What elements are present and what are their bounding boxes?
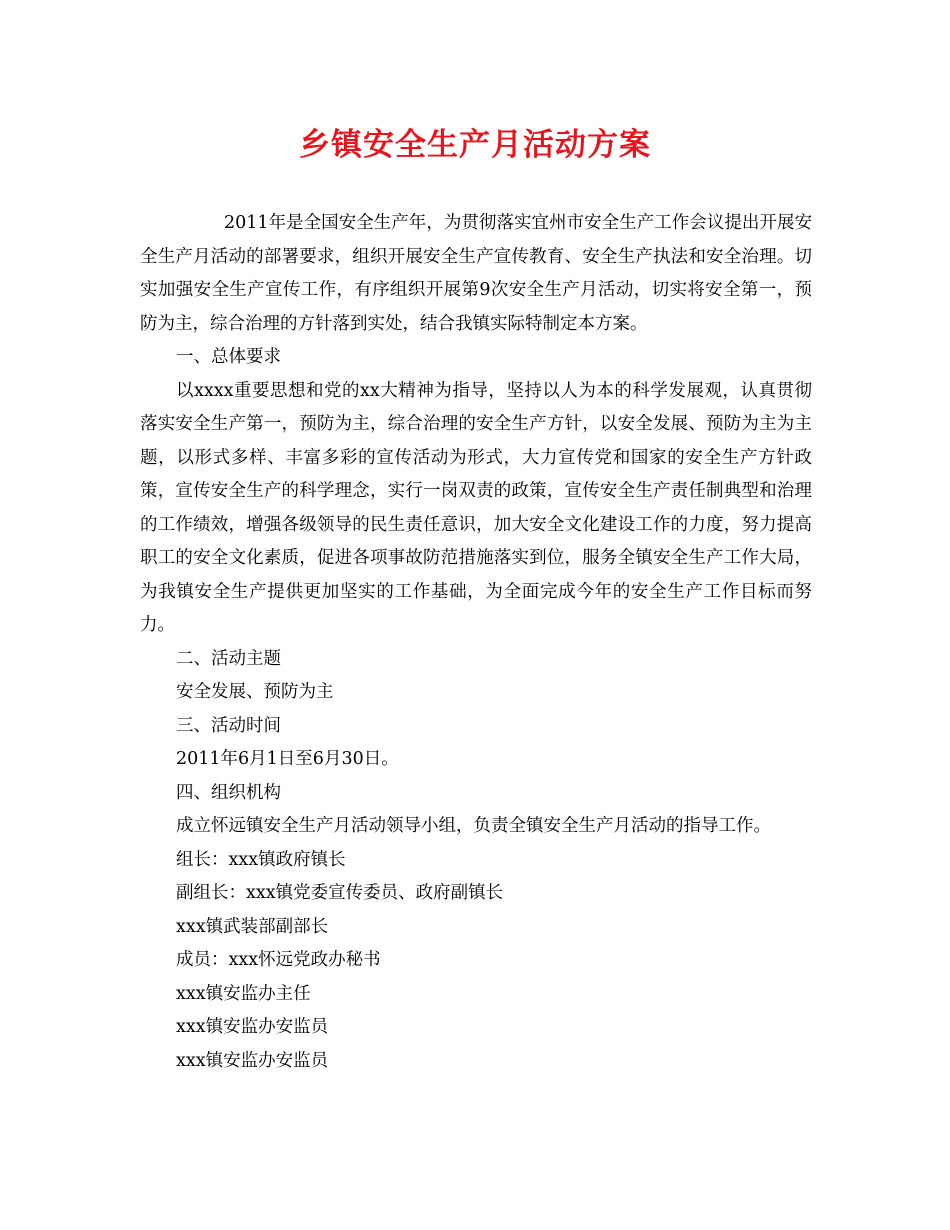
organization-member-3: xxx镇安监办安监员: [176, 1017, 329, 1037]
organization-member: 成员：xxx怀远党政办秘书: [176, 950, 381, 970]
organization-intro: 成立怀远镇安全生产月活动领导小组，负责全镇安全生产月活动的指导工作。: [176, 816, 771, 836]
section-heading-organization: 四、组织机构: [176, 782, 281, 803]
intro-paragraph: 2011年是全国安全生产年，为贯彻落实宜州市安全生产工作会议提出开展安全生产月活动的部署要求，组织开展安全生产宣传教育、安全生产执法和安全治理。切实加强安全生产宣传工作，有序组织开展第9次安全生产月活动，切实将安全第一，预防为主，综合治理的方针落到实处，结合我镇实际特制定本方案。: [140, 213, 812, 334]
organization-deputy-leader-2: xxx镇武装部副部长: [176, 916, 329, 937]
document-title: 乡镇安全生产月活动方案: [299, 127, 651, 163]
organization-leader: 组长：xxx镇政府镇长: [176, 849, 346, 870]
section-heading-overall-requirements: 一、总体要求: [176, 347, 281, 367]
organization-deputy-leader: 副组长：xxx镇党委宣传委员、政府副镇长: [176, 883, 504, 903]
section-heading-theme: 二、活动主题: [176, 648, 281, 669]
overall-requirements-paragraph: 以xxxx重要思想和党的xx大精神为指导，坚持以人为本的科学发展观，认真贯彻落实安全生产第一，预防为主，综合治理的安全生产方针，以安全发展、预防为主为主题，以形式多样、丰富多彩的宣传活动为形式，大力宣传党和国家的安全生产方针政策，宣传安全生产的科学理念，实行一岗双责的政策，宣传安全生产责任制典型和治理的工作绩效，增强各级领导的民生责任意识，加大安全文化建设工作的力度，努力提高职工的安全文化素质，促进各项事故防范措施落实到位，服务全镇安全生产工作大局，为我镇安全生产提供更加坚实的工作基础，为全面完成今年的安全生产工作目标而努力。: [140, 380, 812, 635]
time-text: 2011年6月1日至6月30日。: [176, 749, 399, 769]
organization-member-4: xxx镇安监办安监员: [176, 1050, 329, 1071]
theme-text: 安全发展、预防为主: [176, 682, 334, 702]
section-heading-time: 三、活动时间: [176, 715, 281, 736]
organization-member-2: xxx镇安监办主任: [176, 983, 311, 1004]
document-body: [140, 207, 812, 1078]
